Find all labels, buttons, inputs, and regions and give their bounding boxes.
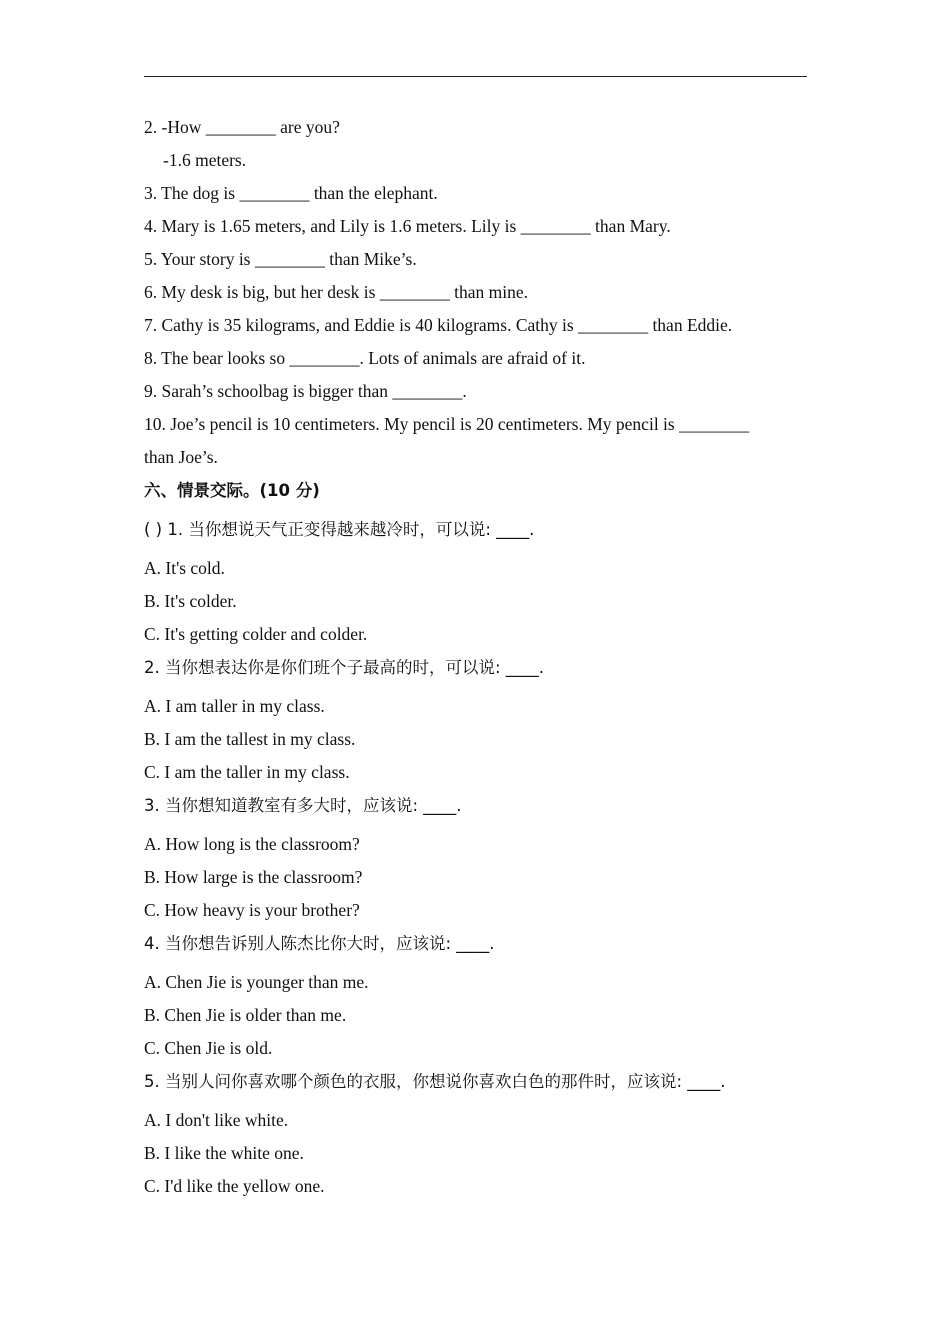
dialog-question-5-option-a: A. I don't like white. [144, 1110, 289, 1130]
question-10-line-1: 10. Joe’s pencil is 10 centimeters. My pencil is 20 centimeters. My pencil is ________ [144, 414, 750, 434]
header-rule [144, 76, 807, 77]
dialog-question-5-option-b: B. I like the white one. [144, 1143, 304, 1163]
dialog-question-1-option-c: C. It's getting colder and colder. [144, 624, 368, 644]
question-2-answer: -1.6 meters. [163, 150, 247, 170]
question-5: 5. Your story is ________ than Mike’s. [144, 249, 417, 269]
dialog-question-1-option-b: B. It's colder. [144, 591, 237, 611]
dialog-question-4-option-a: A. Chen Jie is younger than me. [144, 972, 369, 992]
dialog-question-1-prompt: ( ) 1. 当你想说天气正变得越来越冷时，可以说: ____. [144, 520, 535, 539]
dialog-question-5-prompt: 5. 当别人问你喜欢哪个颜色的衣服，你想说你喜欢白色的那件时，应该说: ____. [144, 1072, 726, 1091]
dialog-question-2-option-c: C. I am the taller in my class. [144, 762, 350, 782]
dialog-question-2-option-b: B. I am the tallest in my class. [144, 729, 356, 749]
question-4: 4. Mary is 1.65 meters, and Lily is 1.6 meters. Lily is ________ than Mary. [144, 216, 671, 236]
dialog-question-3-prompt: 3. 当你想知道教室有多大时，应该说: ____. [144, 796, 462, 815]
section-6-heading: 六、情景交际。(10 分) [144, 481, 320, 500]
question-2-prompt: 2. -How ________ are you? [144, 117, 340, 137]
question-10-line-2: than Joe’s. [144, 447, 218, 467]
question-9: 9. Sarah’s schoolbag is bigger than ________. [144, 381, 467, 401]
dialog-question-3-option-c: C. How heavy is your brother? [144, 900, 360, 920]
dialog-question-3-option-a: A. How long is the classroom? [144, 834, 360, 854]
dialog-question-2-prompt: 2. 当你想表达你是你们班个子最高的时，可以说: ____. [144, 658, 545, 677]
dialog-question-2-option-a: A. I am taller in my class. [144, 696, 325, 716]
question-3: 3. The dog is ________ than the elephant. [144, 183, 438, 203]
dialog-question-3-option-b: B. How large is the classroom? [144, 867, 363, 887]
dialog-question-4-option-c: C. Chen Jie is old. [144, 1038, 273, 1058]
dialog-question-1-option-a: A. It's cold. [144, 558, 225, 578]
dialog-question-4-option-b: B. Chen Jie is older than me. [144, 1005, 347, 1025]
question-6: 6. My desk is big, but her desk is ________ than mine. [144, 282, 529, 302]
question-8: 8. The bear looks so ________. Lots of animals are afraid of it. [144, 348, 586, 368]
dialog-question-4-prompt: 4. 当你想告诉别人陈杰比你大时，应该说: ____. [144, 934, 495, 953]
dialog-question-5-option-c: C. I'd like the yellow one. [144, 1176, 325, 1196]
question-7: 7. Cathy is 35 kilograms, and Eddie is 40 kilograms. Cathy is ________ than Eddie. [144, 315, 733, 335]
